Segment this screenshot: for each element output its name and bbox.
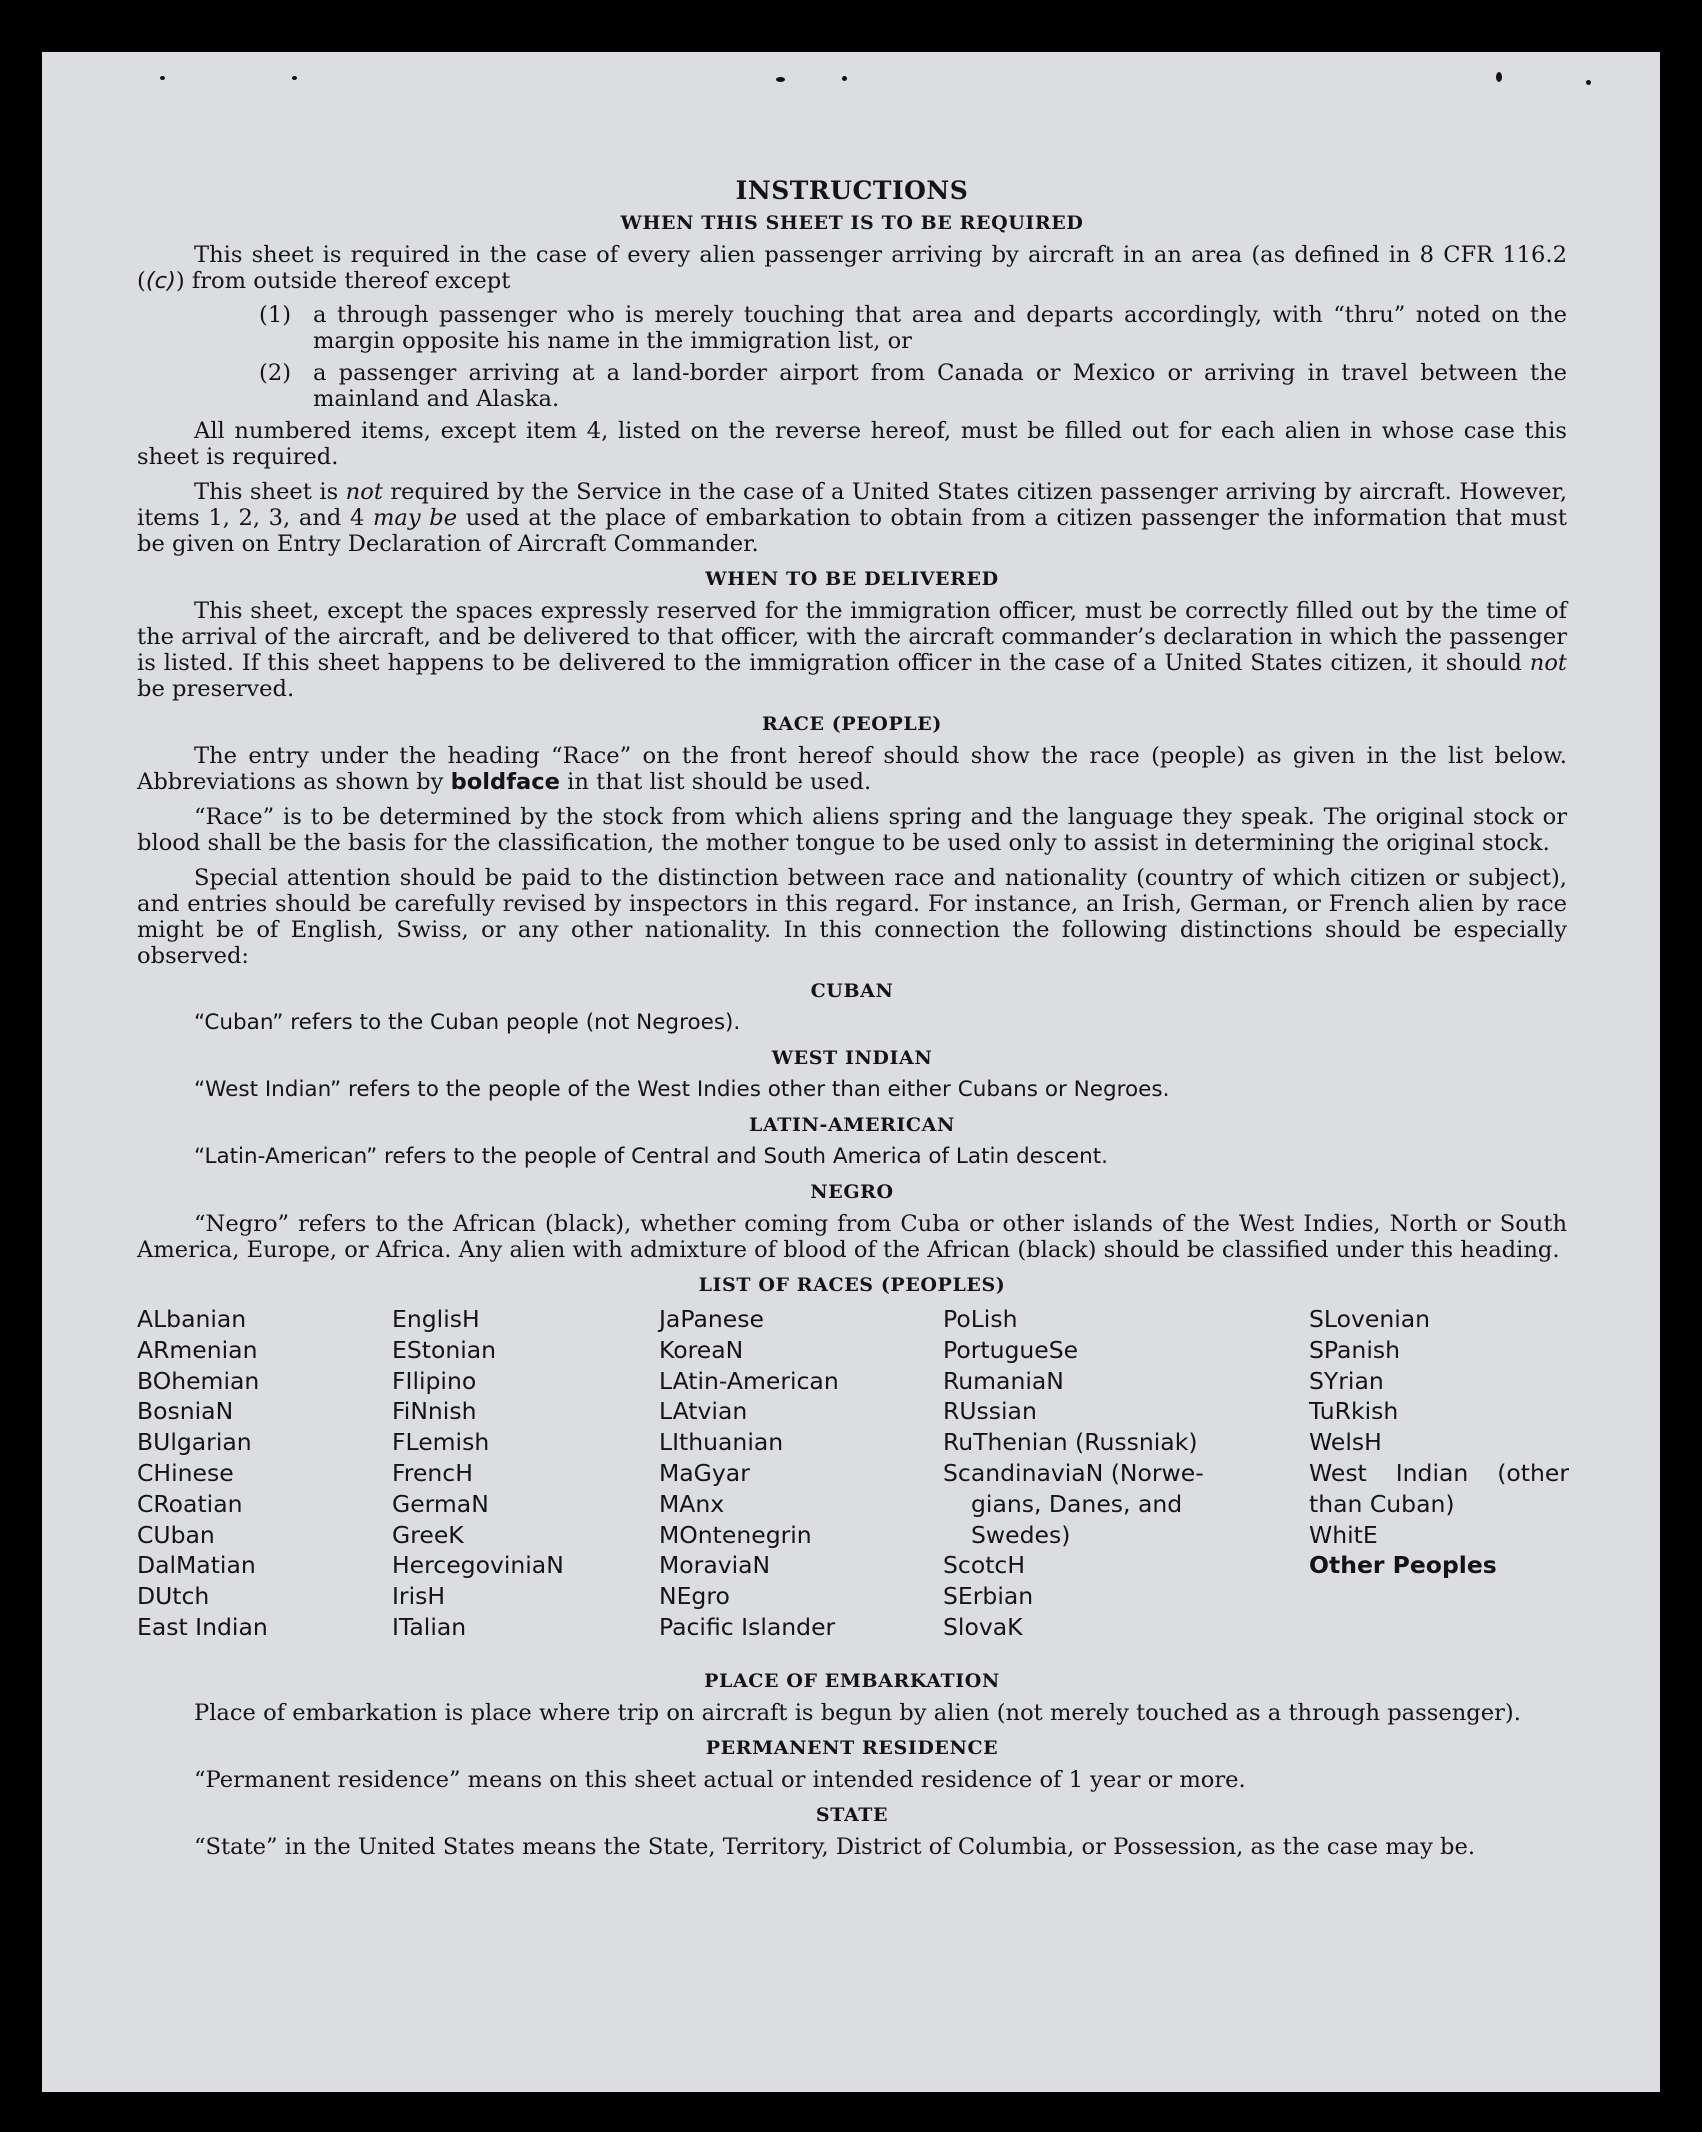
race-item: IrisH — [392, 1582, 446, 1611]
race-item: MaGyar — [659, 1458, 750, 1487]
race-item: NEgro — [659, 1582, 730, 1611]
races-column-1 — [137, 1304, 268, 1643]
race-item: Other Peoples — [1309, 1551, 1497, 1580]
races-column-4 — [943, 1304, 1243, 1643]
race-item-continued: Swedes) — [971, 1520, 1071, 1549]
races-column-2 — [392, 1304, 564, 1643]
race-item: CUban — [137, 1520, 215, 1549]
race-item: TuRkish — [1309, 1397, 1399, 1426]
race-item: ARmenian — [137, 1335, 258, 1364]
race-item: RUssian — [943, 1397, 1037, 1426]
race-item: SLovenian — [1309, 1305, 1431, 1333]
race-item: MoraviaN — [659, 1551, 771, 1580]
race-item: BUlgarian — [137, 1428, 252, 1457]
race-item-continued: gians, Danes, and — [971, 1489, 1183, 1518]
heading-list-of-races: LIST OF RACES (PEOPLES) — [698, 1274, 1006, 1296]
paragraph-embarkation: Place of embarkation is place where trip on aircraft is begun by alien (not merely touched as a through passenger). — [194, 1700, 1521, 1726]
paragraph-cuban: “Cuban” refers to the Cuban people (not Negroes). — [194, 1010, 741, 1035]
race-item: GreeK — [392, 1520, 464, 1549]
scan-speck — [1586, 80, 1591, 85]
document-body — [137, 124, 1567, 1869]
paragraph-latin-american: “Latin-American” refers to the people of Central and South America of Latin descent. — [194, 1144, 1108, 1169]
race-item: SYrian — [1309, 1366, 1384, 1395]
scan-speck — [776, 77, 785, 82]
heading-state: STATE — [815, 1804, 889, 1826]
race-item: ScotcH — [943, 1551, 1026, 1580]
scan-speck — [1496, 72, 1502, 82]
heading-negro: NEGRO — [810, 1181, 894, 1203]
paragraph-residence: “Permanent residence” means on this sheet actual or intended residence of 1 year or more. — [194, 1767, 1246, 1793]
race-item: CHinese — [137, 1458, 234, 1487]
paragraph-state: “State” in the United States means the State, Territory, District of Columbia, or Possession, as the case may be. — [194, 1834, 1476, 1860]
heading-latin-american: LATIN-AMERICAN — [749, 1114, 955, 1136]
paragraph-delivery: This sheet, except the spaces expressly reserved for the immigration officer, must be correctly filled out by the time of the arrival of the aircraft, and be delivered to that officer, with the aircraft commander’s declaration in which the passenger is listed. If this sheet happens to be delivered to the immigration officer in the case of a United States citizen, it should not be preserved. — [137, 598, 1567, 702]
exception-item-1: (1) a through passenger who is merely touching that area and departs accordingly, with “thru” noted on the margin opposite his name in the immigration list, or — [259, 302, 1567, 354]
race-item: ITalian — [392, 1612, 467, 1641]
race-item: GermaN — [392, 1489, 489, 1518]
race-item: LAtin-American — [659, 1366, 839, 1395]
race-item: EStonian — [392, 1335, 497, 1364]
paragraph-negro: “Negro” refers to the African (black), whether coming from Cuba or other islands of the West Indies, North or South America, Europe, or Africa. Any alien with admixture of blood of the African (black) should be classified under this heading. — [137, 1211, 1567, 1263]
race-item: HercegoviniaN — [392, 1551, 564, 1580]
races-list — [137, 1304, 1567, 1662]
race-item: EnglisH — [392, 1305, 480, 1333]
scan-speck — [160, 76, 165, 80]
race-item: West Indian (other than Cuban) — [1309, 1458, 1569, 1518]
race-item: KoreaN — [659, 1335, 744, 1364]
race-item: RuThenian (Russniak) — [943, 1428, 1198, 1457]
race-item: Pacific Islander — [659, 1612, 836, 1641]
paragraph-numbered-items: All numbered items, except item 4, listed on the reverse hereof, must be filled out for each alien in whose case this sheet is required. — [137, 418, 1567, 470]
heading-when-required: WHEN THIS SHEET IS TO BE REQUIRED — [620, 212, 1084, 234]
paragraph-required-intro: This sheet is required in the case of every alien passenger arriving by aircraft in an area (as defined in 8 CFR 116.2 ((c)) from outside thereof except — [137, 242, 1567, 294]
race-item: BOhemian — [137, 1366, 260, 1395]
race-item: East Indian — [137, 1612, 268, 1641]
race-item: RumaniaN — [943, 1366, 1064, 1395]
race-item: LAtvian — [659, 1397, 748, 1426]
race-item: FLemish — [392, 1428, 490, 1457]
race-item: ALbanian — [137, 1305, 247, 1333]
race-item: ScandinaviaN (Norwe- — [943, 1458, 1204, 1487]
race-item: WelsH — [1309, 1428, 1382, 1457]
race-item: SlovaK — [943, 1612, 1023, 1641]
race-item: DUtch — [137, 1582, 210, 1611]
heading-west-indian: WEST INDIAN — [771, 1047, 933, 1069]
paragraph-west-indian: “West Indian” refers to the people of the West Indies other than either Cubans or Negroes. — [194, 1077, 1170, 1102]
races-column-3 — [659, 1304, 839, 1643]
race-item: PoLish — [943, 1305, 1018, 1333]
race-item: DalMatian — [137, 1551, 256, 1580]
heading-when-delivered: WHEN TO BE DELIVERED — [705, 568, 999, 590]
document-page — [42, 52, 1660, 2092]
scan-speck — [842, 76, 847, 81]
race-item: JaPanese — [659, 1305, 764, 1333]
heading-race: RACE (PEOPLE) — [762, 713, 942, 735]
race-item: FiNnish — [392, 1397, 477, 1426]
race-item: BosniaN — [137, 1397, 234, 1426]
race-item: PortugueSe — [943, 1335, 1079, 1364]
paragraph-race-nationality: Special attention should be paid to the distinction between race and nationality (country of which citizen or subject), and entries should be carefully revised by inspectors in this regard. For instance, an Irish, German, or French alien by race might be of English, Swiss, or any other nationality. In this connection the following distinctions should be especially observed: — [137, 865, 1567, 969]
heading-permanent-residence: PERMANENT RESIDENCE — [705, 1737, 999, 1759]
heading-place-of-embarkation: PLACE OF EMBARKATION — [704, 1670, 1000, 1692]
scan-speck — [292, 76, 297, 80]
page-title: INSTRUCTIONS — [735, 176, 969, 205]
heading-cuban: CUBAN — [810, 980, 894, 1002]
exception-item-2: (2) a passenger arriving at a land-border airport from Canada or Mexico or arriving in travel between the mainland and Alaska. — [259, 360, 1567, 412]
race-item: MAnx — [659, 1489, 725, 1518]
race-item: WhitE — [1309, 1520, 1378, 1549]
race-item: SErbian — [943, 1582, 1034, 1611]
paragraph-race-entry: The entry under the heading “Race” on the front hereof should show the race (people) as given in the list below. Abbreviations as shown by boldface in that list should be used. — [137, 743, 1567, 795]
race-item: LIthuanian — [659, 1428, 784, 1457]
race-item: FIlipino — [392, 1366, 477, 1395]
race-item: FrencH — [392, 1458, 473, 1487]
paragraph-race-stock: “Race” is to be determined by the stock from which aliens spring and the language they speak. The original stock or blood shall be the basis for the classification, the mother tongue to be used only to assist in determining the original stock. — [137, 804, 1567, 856]
race-item: CRoatian — [137, 1489, 243, 1518]
races-column-5 — [1309, 1304, 1569, 1581]
race-item: MOntenegrin — [659, 1520, 812, 1549]
paragraph-citizen: This sheet is not required by the Service in the case of a United States citizen passenger arriving by aircraft. However, items 1, 2, 3, and 4 may be used at the place of embarkation to obtain from a citizen passenger the information that must be given on Entry Declaration of Aircraft Commander. — [137, 479, 1567, 557]
race-item: SPanish — [1309, 1335, 1400, 1364]
